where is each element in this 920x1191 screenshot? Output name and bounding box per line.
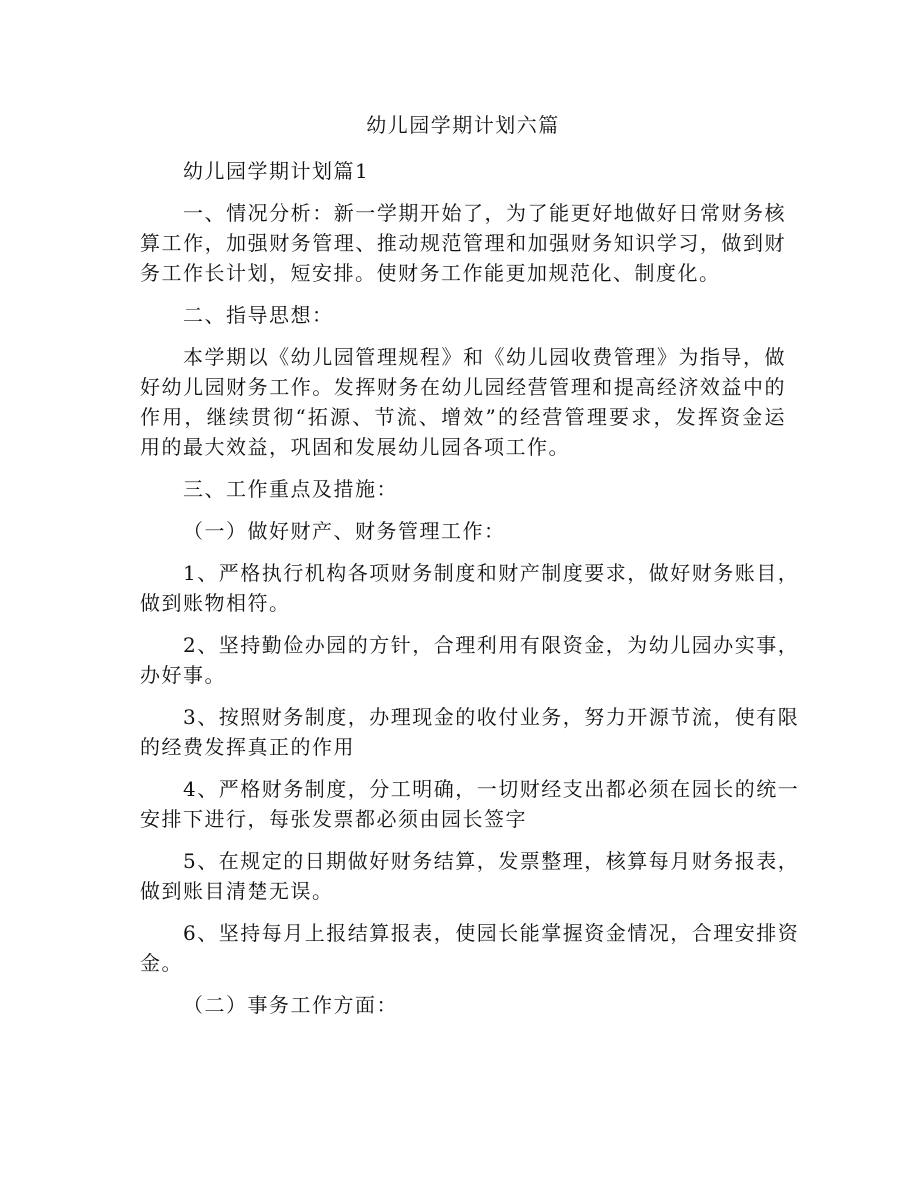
paragraph-line: 幼儿园学期计划篇1 [183,159,370,183]
paragraph-line: 本学期以《幼儿园管理规程》和《幼儿园收费管理》为指导，做 [183,345,786,369]
paragraph [140,300,786,330]
paragraph [140,558,800,618]
paragraph-line: 作用，继续贯彻“拓源、节流、增效”的经营管理要求，发挥资金运 [140,405,786,429]
paragraph [140,516,786,546]
document-title: 幼儿园学期计划六篇 [366,113,560,137]
paragraph [140,198,786,288]
paragraph [140,342,786,462]
paragraph [140,156,786,186]
paragraph [140,474,786,504]
paragraph-line: 6、坚持每月上报结算报表，使园长能掌握资金情况，合理安排资 [183,921,800,945]
paragraph-line: 4、严格财务制度，分工明确，一切财经支出都必须在园长的统一 [183,777,800,801]
paragraph-line: 3、按照财务制度，办理现金的收付业务，努力开源节流，使有限 [183,705,800,729]
paragraph-line: 好幼儿园财务工作。发挥财务在幼儿园经营管理和提高经济效益中的 [140,375,786,399]
paragraph-line: 一、情况分析：新一学期开始了，为了能更好地做好日常财务核 [183,201,786,225]
paragraph-line: 二、指导思想： [183,303,334,327]
paragraph [140,702,800,762]
paragraph-line: 金。 [140,951,183,975]
paragraph-line: 做到账目清楚无误。 [140,879,334,903]
paragraph-line: 办好事。 [140,663,226,687]
paragraph-line: （一）做好财产、财务管理工作： [183,519,506,543]
paragraph [140,630,800,690]
paragraph-line: 安排下进行，每张发票都必须由园长签字 [140,807,527,831]
paragraph-line: 做到账物相符。 [140,591,291,615]
paragraph-line: 2、坚持勤俭办园的方针，合理利用有限资金，为幼儿园办实事， [183,633,800,657]
paragraph [140,846,800,906]
paragraph [140,774,800,834]
paragraph-line: （二）事务工作方面： [183,993,398,1017]
paragraph-line: 算工作，加强财务管理、推动规范管理和加强财务知识学习，做到财 [140,231,786,255]
paragraph [140,918,800,978]
paragraph-line: 三、工作重点及措施： [183,477,398,501]
paragraph-line: 用的最大效益，巩固和发展幼儿园各项工作。 [140,435,570,459]
paragraph [140,990,786,1020]
paragraph-line: 的经费发挥真正的作用 [140,735,355,759]
document-page [140,110,800,1032]
paragraph-line: 务工作长计划，短安排。使财务工作能更加规范化、制度化。 [140,261,721,285]
paragraph-line: 5、在规定的日期做好财务结算，发票整理，核算每月财务报表， [183,849,800,873]
document-body [140,156,800,1020]
paragraph-line: 1、严格执行机构各项财务制度和财产制度要求，做好财务账目， [183,561,800,585]
